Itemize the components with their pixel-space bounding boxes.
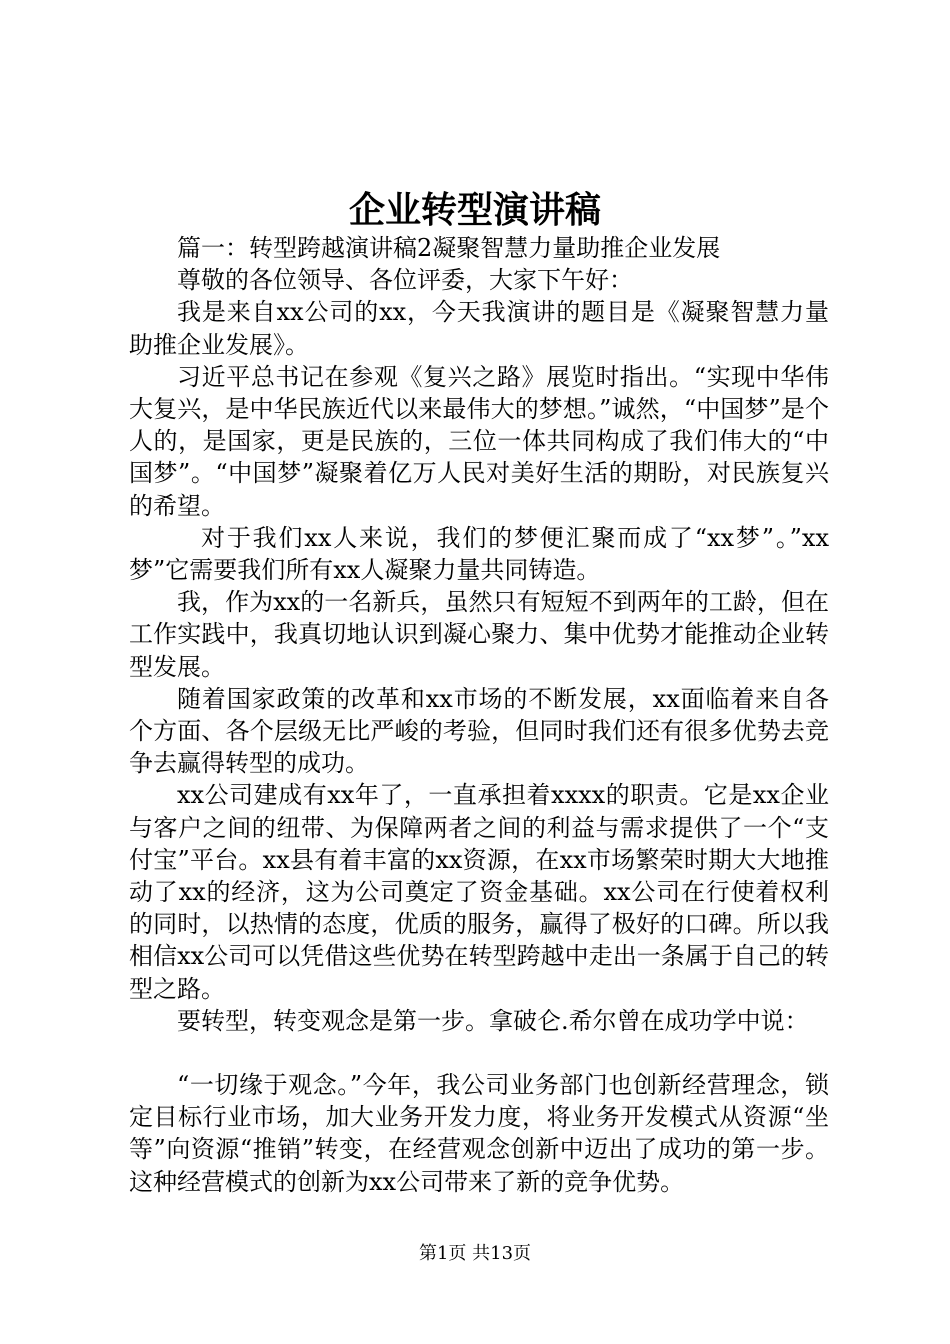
paragraph-policy-reform: 随着国家政策的改革和xx市场的不断发展，xx面临着来自各个方面、各个层级无比严峻的考验，但同时我们还有很多优势去竞争去赢得转型的成功。 bbox=[129, 684, 829, 778]
page-title: 企业转型演讲稿 bbox=[348, 189, 601, 231]
paragraph-new-recruit: 我，作为xx的一名新兵，虽然只有短短不到两年的工龄，但在工作实践中，我真切地认识到凝心聚力、集中优势才能推动企业转型发展。 bbox=[129, 588, 829, 681]
document-body bbox=[129, 232, 829, 1198]
paragraph-xx-dream: 对于我们xx人来说，我们的梦便汇聚而成了“xx梦”。”xx梦”它需要我们所有xx人凝聚力量共同铸造。 bbox=[129, 523, 829, 585]
paragraph-china-dream: 习近平总书记在参观《复兴之路》展览时指出。“实现中华伟大复兴，是中华民族近代以来最伟大的梦想。”诚然，“中国梦”是个人的，是国家，更是民族的，三位一体共同构成了我们伟大的“中国梦”。“中国梦”凝聚着亿万人民对美好生活的期盼，对民族复兴的希望。 bbox=[129, 362, 829, 520]
paragraph-company-history: xx公司建成有xx年了，一直承担着xxxx的职责。它是xx企业与客户之间的纽带、为保障两者之间的利益与需求提供了一个“支付宝”平台。xx县有着丰富的xx资源，在xx市场繁荣时期大大地推动了xx的经济，这为公司奠定了资金基础。xx公司在行使着权利的同时，以热情的态度，优质的服务，赢得了极好的口碑。所以我相信xx公司可以凭借这些优势在转型跨越中走出一条属于自己的转型之路。 bbox=[129, 781, 829, 1003]
paragraph-concept-change: 要转型，转变观念是第一步。拿破仑.希尔曾在成功学中说： bbox=[177, 1006, 809, 1035]
paragraph-business-innovation: “一切缘于观念。”今年，我公司业务部门也创新经营理念，锁定目标行业市场，加大业务开发力度，将业务开发模式从资源“坐等”向资源“推销”转变，在经营观念创新中迈出了成功的第一步。这种经营模式的创新为xx公司带来了新的竞争优势。 bbox=[129, 1071, 829, 1196]
paragraph-greeting: 尊敬的各位领导、各位评委，大家下午好： bbox=[177, 266, 633, 295]
page-number-footer: 第1页 共13页 bbox=[418, 1243, 532, 1264]
paragraph-introduction: 我是来自xx公司的xx，今天我演讲的题目是《凝聚智慧力量助推企业发展》。 bbox=[129, 298, 829, 359]
paragraph-section-heading: 篇一：转型跨越演讲稿2凝聚智慧力量助推企业发展 bbox=[177, 234, 721, 262]
